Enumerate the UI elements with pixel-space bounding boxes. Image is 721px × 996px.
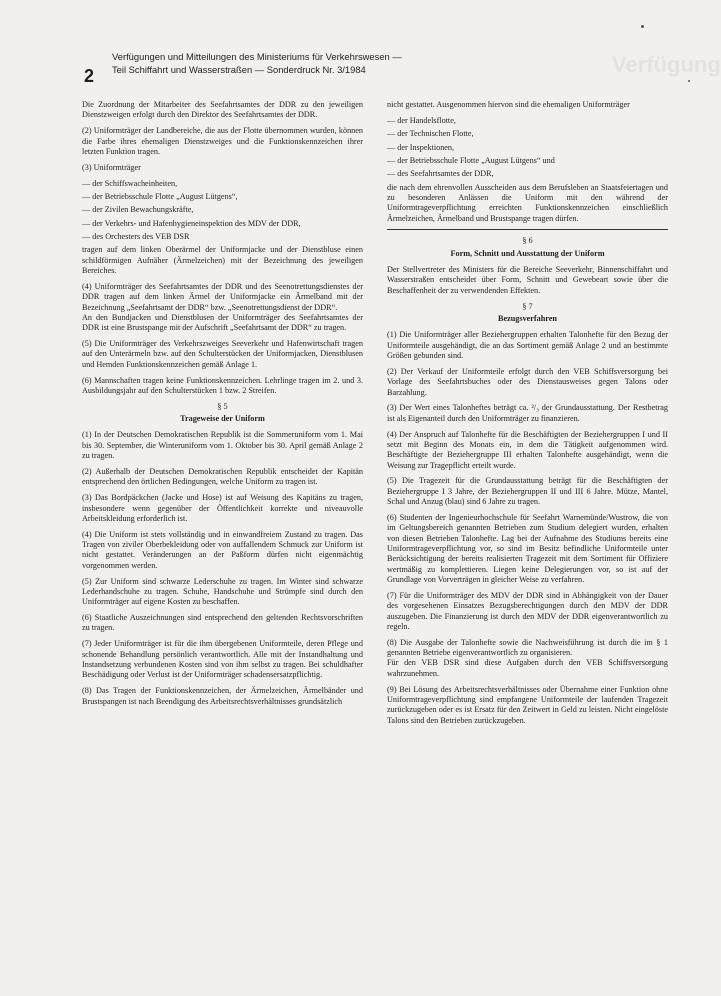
list-item: — der Zivilen Bewachungskräfte, [82,205,194,215]
paragraph: Der Stellvertreter des Ministers für die Bereiche Seeverkehr, Binnenschiffahrt und Wasserstraßen entscheidet über Form, Schnitt und Gewebeart sowie über die Beschaffenheit der zu verwendenden Effekten. [387,265,668,295]
section-number: § 5 [217,401,228,411]
section-heading: Form, Schnitt und Ausstattung der Uniform [450,248,605,258]
paragraph: (4) Der Anspruch auf Talonhefte für die Beschäftigten der Beziehergruppen I und II setzt mit Beginn des Monats ein, in dem die Tätigkeit aufgenommen wird. Beschäftigte der Beziehergruppe III erhalten Talonhefte ausgehändigt, wenn die Weisung zur Tragepflicht erteilt wurde. [387,429,668,470]
page-header [112,50,612,76]
paragraph: An den Bundjacken und Dienstblusen der Uniformträger des Seefahrtsamtes der DDR ist eine Brustspange mit der Aufschrift „Seefahrtsamt der DDR“ zu tragen. [82,312,363,333]
paragraph: (4) Die Uniform ist stets vollständig und in einwandfreiem Zustand zu tragen. Das Tragen von ziviler Oberbekleidung oder von auffallendem Schmuck zur Uniform ist nicht gestattet. Veränderungen an der Paßform dürfen nicht eigenmächtig vorgenommen werden. [82,529,363,570]
paragraph: (5) Die Uniformträger des Verkehrszweiges Seeverkehr und Hafenwirtschaft tragen auf den Unterärmeln bzw. auf den Schulterstücken der Uniformjacken, Dienstblusen und Hemden Funktionskennzeichen gemäß Anlage 1. [82,339,363,369]
right-column [387,100,668,732]
show-through-text: Verfügung [612,52,721,77]
list-item: — des Seefahrtsamtes der DDR, [387,169,494,179]
paper-speck [641,25,644,28]
section-heading: Bezugsverfahren [498,314,557,323]
paragraph: (2) Uniformträger der Landbereiche, die aus der Flotte übernommen wurden, können die Farbe ihres ehemaligen Dienstzweiges und die Funktionskennzeichen ihrer letzten Funktion tragen. [82,126,363,156]
paragraph: (6) Staatliche Auszeichnungen sind entsprechend den geltenden Rechtsvorschriften zu tragen. [82,613,363,633]
paragraph: (1) Die Uniformträger aller Beziehergruppen erhalten Talonhefte für den Bezug der Uniformteile ausgehändigt, die an das Sortiment gemäß Anlage 2 und an bestimmte Größen gebunden sind. [387,330,668,361]
paragraph: (3) Der Wert eines Talonheftes beträgt ca. ²/₃ der Grundausstattung. Der Restbetrag ist als Eigenanteil durch den Uniformträger zu finanzieren. [387,403,668,423]
paragraph: (8) Das Tragen der Funktionskennzeichen, der Ärmelzeichen, Ärmelbänder und Brustspangen ist nach Beendigung des Arbeitsrechtsverhältnisses grundsätzlich [82,686,363,706]
header-line-1: Verfügungen und Mitteilungen des Ministeriums für Verkehrswesen — [112,51,402,62]
paragraph: tragen auf dem linken Oberärmel der Uniformjacke und der Dienstbluse einen schildförmigen Aufnäher (Ärmelzeichen) mit der Bezeichnung des jeweiligen Bereiches. [82,245,363,275]
page-number: 2 [84,66,95,86]
section-divider [387,229,668,230]
paragraph: (8) Die Ausgabe der Talonhefte sowie die Nachweisführung ist durch die im § 1 genannten Betriebe eigenverantwortlich zu organisieren. [387,637,668,658]
left-column [82,100,363,712]
paragraph: die nach dem ehrenvollen Ausscheiden aus dem Berufsleben an Staatsfeiertagen und zu besonderen Anlässen die Uniform mit den während der Uniformtrageverpflichtung erreichten Funktionskennzeichen einschließlich Ärmelzeichen, Ärmelband und Brustspange tragen dürfen. [387,182,668,223]
list-item: — der Schiffswacheinheiten, [82,178,178,188]
paper-speck [688,80,690,82]
list-item: — der Verkehrs- und Hafenhygieneinspektion des MDV der DDR, [82,218,301,228]
header-line-2: Teil Schiffahrt und Wasserstraßen — Sonderdruck Nr. 3/1984 [112,64,366,75]
paragraph: (7) Jeder Uniformträger ist für die ihm übergebenen Uniformteile, deren Pflege und schonende Behandlung persönlich verantwortlich. Alle mit der Instandhaltung und Instandsetzung verbundenen Kosten sind von ihm selbst zu tragen. Bei schuldhafter Beschädigung oder Verlust ist der Uniformträger schadensersatzpflichtig. [82,639,363,680]
paragraph: (4) Uniformträger des Seefahrtsamtes der DDR und des Seenotrettungsdienstes der DDR tragen auf dem linken Ärmel der Uniformjacke ein Ärmelband mit der Bezeichnung „Seefahrtsamt der DDR“ bzw. „Seenotrettungsdienst der DDR“. [82,281,363,312]
paragraph: (2) Der Verkauf der Uniformteile erfolgt durch den VEB Schiffsversorgung bei Vorlage des Seefahrtsbuches oder des Dienstausweises gegen Talons oder Barzahlung. [387,366,668,397]
list-item: — der Inspektionen, [387,142,455,152]
list-item: — der Betriebsschule Flotte „August Lütgens“, [82,191,238,201]
section-heading: Trageweise der Uniform [180,414,265,424]
paragraph: (9) Bei Lösung des Arbeitsrechtsverhältnisses oder Übernahme einer Funktion ohne Uniformtrageverpflichtung sind empfangene Uniformteile der laufenden Tragezeit zurückzugeben oder es ist Ersatz für den Zeitwert in Geld zu leisten. Nicht eingelöste Talons sind den Betrieben zurückzugeben. [387,684,668,725]
paragraph: (6) Studenten der Ingenieurhochschule für Seefahrt Warnemünde/Wustrow, die von im Geltungsbereich genannten Betrieben zum Studium delegiert wurden, erhalten von diesen Betrieben Talonhefte. Lag bei der Aufnahme des Studiums bereits eine Uniformtrageverpflichtung vor, so sind im Besitz befindliche Uniformteile unter Berücksichtigung der bereits realisierten Tragezeit mit dem Sortiment für Offiziere wertmäßig zu komplettieren. Liegen keine Delegierungen vor, so ist auf der Grundlage von Vorverträgen in gleicher Weise zu verfahren. [387,513,668,585]
paragraph: (2) Außerhalb der Deutschen Demokratischen Republik entscheidet der Kapitän entsprechend den örtlichen Bedingungen, welche Uniform zu tragen ist. [82,466,363,487]
paragraph: Die Zuordnung der Mitarbeiter des Seefahrtsamtes der DDR zu den jeweiligen Dienstzweigen erfolgt durch den Direktor des Seefahrtsamtes der DDR. [82,100,363,120]
list-item: — der Technischen Flotte, [387,129,474,139]
paragraph: (1) In der Deutschen Demokratischen Republik ist die Sommeruniform vom 1. Mai bis 30. September, die Winteruniform vom 1. Oktober bis 30. April gemäß Anlage 2 zu tragen. [82,430,363,461]
paragraph: (3) Uniformträger [82,162,141,172]
section-number: § 6 [522,236,533,246]
list-item: — der Handelsflotte, [387,115,456,125]
paragraph: Für den VEB DSR sind diese Aufgaben durch den VEB Schiffsversorgung wahrzunehmen. [387,658,668,678]
list-item: — der Betriebsschule Flotte „August Lütgens“ und [387,155,555,165]
paragraph: (5) Die Tragezeit für die Grundausstattung beträgt für die Beschäftigten der Beziehergruppe I 3 Jahre, der Beziehergruppen II und III 6 Jahre. Mütze, Mantel, Schal und Anzug (blau) sind 6 Jahre zu tragen. [387,476,668,507]
paragraph: (7) Für die Uniformträger des MDV der DDR sind in Abhängigkeit von der Dauer des vorgesehenen Einsatzes Bezugsberechtigungen durch den MDV der DDR auszugeben. Die Finanzierung ist durch den MDV der DDR eigenverantwortlich zu regeln. [387,590,668,631]
section-number: § 7 [522,301,533,311]
paragraph: (3) Das Bordpäckchen (Jacke und Hose) ist auf Weisung des Kapitäns zu tragen, insbesondere wenn gegenüber der Öffentlichkeit korrekte und niveauvolle Arbeitskleidung erforderlich ist. [82,493,363,523]
list-item: — des Orchesters des VEB DSR [82,231,190,241]
paragraph: (6) Mannschaften tragen keine Funktionskennzeichen. Lehrlinge tragen im 2. und 3. Ausbildungsjahr auf den Schulterstücken 1 bzw. 2 Streifen. [82,375,363,395]
paragraph: (5) Zur Uniform sind schwarze Lederschuhe zu tragen. Im Winter sind schwarze Lederhandschuhe zu tragen. Schuhe, Handschuhe und Strümpfe sind durch den Uniformträger auf eigene Kosten zu beschaffen. [82,576,363,607]
paragraph: nicht gestattet. Ausgenommen hiervon sind die ehemaligen Uniformträger [387,100,630,109]
